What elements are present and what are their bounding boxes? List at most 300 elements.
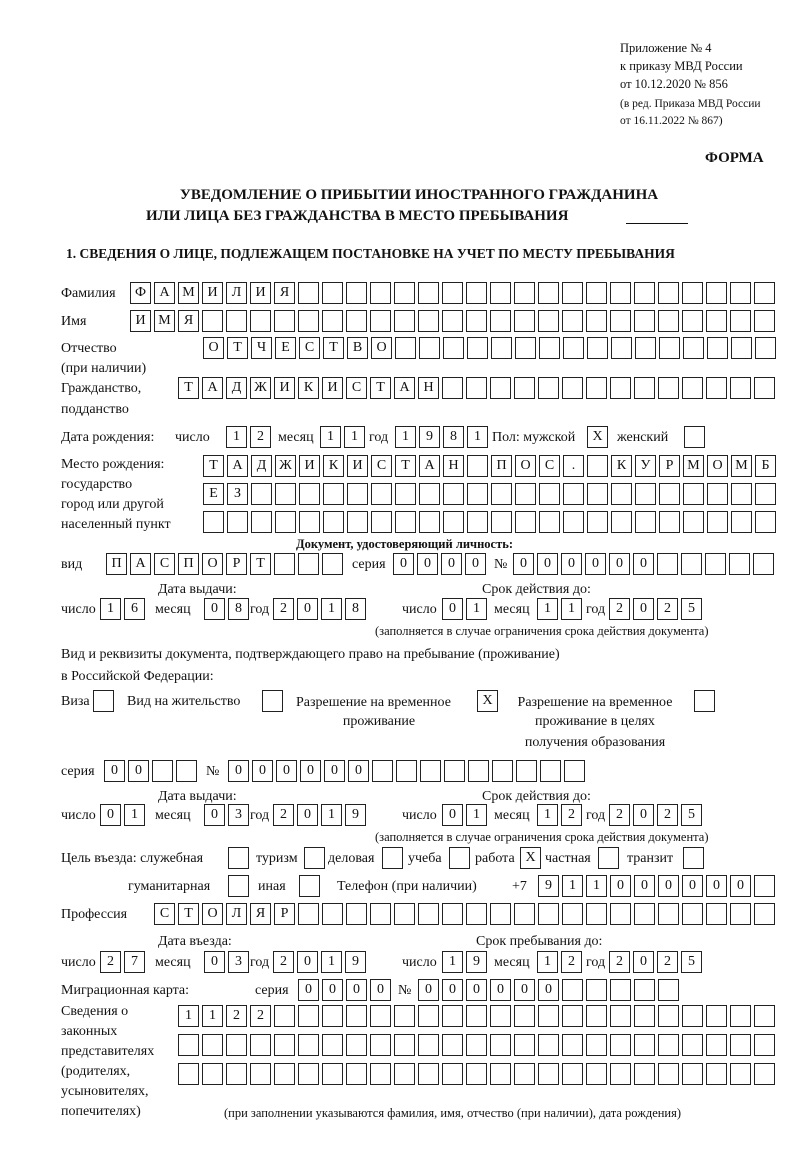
purpose-other-checkbox[interactable] — [299, 875, 323, 897]
char-cell[interactable] — [346, 1005, 367, 1027]
char-cell[interactable]: 9 — [419, 426, 440, 448]
char-cell[interactable]: С — [346, 377, 367, 399]
char-cell[interactable]: 0 — [370, 979, 391, 1001]
char-cell[interactable]: 1 — [395, 426, 416, 448]
char-cell[interactable] — [228, 847, 249, 869]
char-cell[interactable]: 1 — [321, 804, 342, 826]
char-cell[interactable]: 0 — [442, 598, 463, 620]
char-cell[interactable]: 8 — [345, 598, 366, 620]
char-cell[interactable] — [419, 483, 440, 505]
char-cell[interactable]: 0 — [300, 760, 321, 782]
char-cell[interactable]: 0 — [465, 553, 486, 575]
char-cell[interactable] — [682, 282, 703, 304]
char-cell[interactable]: 0 — [537, 553, 558, 575]
char-cell[interactable]: О — [515, 455, 536, 477]
char-cell[interactable] — [538, 377, 559, 399]
char-cell[interactable] — [370, 903, 391, 925]
char-cell[interactable]: А — [154, 282, 175, 304]
char-cell[interactable] — [371, 483, 392, 505]
char-cell[interactable]: И — [274, 377, 295, 399]
char-cell[interactable] — [322, 1034, 343, 1056]
char-cell[interactable] — [563, 511, 584, 533]
visa-checkbox[interactable] — [93, 690, 117, 712]
char-cell[interactable] — [658, 979, 679, 1001]
char-cell[interactable]: 1 — [344, 426, 365, 448]
char-cell[interactable] — [394, 1005, 415, 1027]
char-cell[interactable]: С — [539, 455, 560, 477]
char-cell[interactable] — [634, 979, 655, 1001]
char-cell[interactable]: 0 — [100, 804, 121, 826]
char-cell[interactable] — [598, 847, 619, 869]
representatives-field-row-2[interactable] — [178, 1034, 778, 1056]
char-cell[interactable] — [420, 760, 441, 782]
char-cell[interactable]: 1 — [537, 951, 558, 973]
char-cell[interactable]: 3 — [228, 804, 249, 826]
char-cell[interactable] — [753, 553, 774, 575]
char-cell[interactable] — [682, 310, 703, 332]
char-cell[interactable] — [202, 310, 223, 332]
char-cell[interactable] — [706, 282, 727, 304]
char-cell[interactable] — [444, 760, 465, 782]
char-cell[interactable]: 2 — [561, 804, 582, 826]
char-cell[interactable] — [442, 377, 463, 399]
char-cell[interactable] — [658, 310, 679, 332]
char-cell[interactable]: 1 — [124, 804, 145, 826]
char-cell[interactable] — [299, 875, 320, 897]
char-cell[interactable] — [227, 511, 248, 533]
char-cell[interactable]: 1 — [321, 598, 342, 620]
char-cell[interactable] — [178, 1034, 199, 1056]
char-cell[interactable]: С — [154, 903, 175, 925]
char-cell[interactable]: С — [299, 337, 320, 359]
char-cell[interactable] — [586, 377, 607, 399]
char-cell[interactable] — [370, 1034, 391, 1056]
char-cell[interactable] — [706, 903, 727, 925]
char-cell[interactable] — [514, 1063, 535, 1085]
char-cell[interactable] — [694, 690, 715, 712]
char-cell[interactable] — [467, 337, 488, 359]
char-cell[interactable]: 1 — [537, 598, 558, 620]
char-cell[interactable]: Т — [178, 377, 199, 399]
char-cell[interactable] — [682, 377, 703, 399]
birthplace-field-row-1[interactable] — [203, 455, 779, 477]
char-cell[interactable] — [492, 760, 513, 782]
char-cell[interactable]: Я — [178, 310, 199, 332]
char-cell[interactable] — [754, 310, 775, 332]
char-cell[interactable] — [443, 337, 464, 359]
char-cell[interactable] — [754, 1063, 775, 1085]
char-cell[interactable] — [706, 310, 727, 332]
entry-day-field[interactable] — [100, 951, 148, 973]
char-cell[interactable] — [491, 483, 512, 505]
char-cell[interactable]: Л — [226, 282, 247, 304]
char-cell[interactable] — [730, 1005, 751, 1027]
char-cell[interactable] — [610, 310, 631, 332]
char-cell[interactable]: 0 — [204, 598, 225, 620]
char-cell[interactable]: 7 — [124, 951, 145, 973]
purpose-tourism-checkbox[interactable] — [304, 847, 328, 869]
char-cell[interactable] — [449, 847, 470, 869]
char-cell[interactable] — [754, 282, 775, 304]
char-cell[interactable] — [515, 337, 536, 359]
char-cell[interactable]: Ч — [251, 337, 272, 359]
stay-month-field[interactable] — [537, 951, 585, 973]
char-cell[interactable]: А — [394, 377, 415, 399]
res-valid-day-field[interactable] — [442, 804, 490, 826]
char-cell[interactable] — [657, 553, 678, 575]
char-cell[interactable] — [274, 1005, 295, 1027]
char-cell[interactable] — [539, 483, 560, 505]
char-cell[interactable] — [587, 337, 608, 359]
char-cell[interactable] — [322, 1063, 343, 1085]
char-cell[interactable]: 0 — [297, 951, 318, 973]
char-cell[interactable]: 0 — [706, 875, 727, 897]
residence-number-field[interactable] — [228, 760, 588, 782]
char-cell[interactable]: Я — [274, 282, 295, 304]
char-cell[interactable]: 1 — [537, 804, 558, 826]
char-cell[interactable] — [634, 282, 655, 304]
char-cell[interactable] — [370, 1005, 391, 1027]
char-cell[interactable]: П — [178, 553, 199, 575]
char-cell[interactable] — [298, 282, 319, 304]
char-cell[interactable]: 0 — [730, 875, 751, 897]
char-cell[interactable] — [754, 875, 775, 897]
char-cell[interactable]: И — [130, 310, 151, 332]
char-cell[interactable] — [706, 1063, 727, 1085]
char-cell[interactable]: 0 — [633, 804, 654, 826]
char-cell[interactable] — [322, 553, 343, 575]
char-cell[interactable]: 0 — [513, 553, 534, 575]
char-cell[interactable]: 0 — [585, 553, 606, 575]
char-cell[interactable] — [299, 511, 320, 533]
char-cell[interactable] — [467, 483, 488, 505]
char-cell[interactable]: 2 — [657, 598, 678, 620]
char-cell[interactable] — [322, 310, 343, 332]
char-cell[interactable]: 1 — [320, 426, 341, 448]
char-cell[interactable]: У — [635, 455, 656, 477]
char-cell[interactable] — [683, 847, 704, 869]
char-cell[interactable]: . — [563, 455, 584, 477]
char-cell[interactable]: К — [323, 455, 344, 477]
char-cell[interactable]: Л — [226, 903, 247, 925]
char-cell[interactable] — [586, 1005, 607, 1027]
id-issue-day-field[interactable] — [100, 598, 148, 620]
char-cell[interactable]: Т — [395, 455, 416, 477]
char-cell[interactable] — [587, 483, 608, 505]
char-cell[interactable] — [586, 282, 607, 304]
char-cell[interactable] — [586, 1034, 607, 1056]
char-cell[interactable] — [491, 511, 512, 533]
purpose-transit-checkbox[interactable] — [683, 847, 707, 869]
char-cell[interactable]: Т — [250, 553, 271, 575]
char-cell[interactable] — [418, 1063, 439, 1085]
char-cell[interactable] — [682, 1063, 703, 1085]
char-cell[interactable] — [394, 282, 415, 304]
char-cell[interactable] — [202, 1034, 223, 1056]
char-cell[interactable] — [443, 511, 464, 533]
char-cell[interactable] — [659, 483, 680, 505]
char-cell[interactable] — [683, 511, 704, 533]
migration-series-field[interactable] — [298, 979, 394, 1001]
char-cell[interactable]: 0 — [322, 979, 343, 1001]
char-cell[interactable]: 0 — [297, 804, 318, 826]
char-cell[interactable] — [418, 282, 439, 304]
char-cell[interactable] — [514, 377, 535, 399]
char-cell[interactable] — [371, 511, 392, 533]
char-cell[interactable] — [274, 1034, 295, 1056]
char-cell[interactable]: 2 — [609, 804, 630, 826]
char-cell[interactable] — [516, 760, 537, 782]
char-cell[interactable] — [490, 1005, 511, 1027]
char-cell[interactable] — [490, 903, 511, 925]
char-cell[interactable] — [93, 690, 114, 712]
char-cell[interactable]: Ф — [130, 282, 151, 304]
char-cell[interactable] — [586, 979, 607, 1001]
char-cell[interactable] — [610, 282, 631, 304]
stay-day-field[interactable] — [442, 951, 490, 973]
char-cell[interactable] — [226, 1063, 247, 1085]
char-cell[interactable] — [382, 847, 403, 869]
char-cell[interactable] — [442, 282, 463, 304]
char-cell[interactable] — [706, 1034, 727, 1056]
char-cell[interactable] — [682, 1005, 703, 1027]
char-cell[interactable]: Б — [755, 455, 776, 477]
char-cell[interactable]: О — [707, 455, 728, 477]
id-issue-year-field[interactable] — [273, 598, 369, 620]
char-cell[interactable] — [178, 1063, 199, 1085]
residence-permit-checkbox[interactable] — [262, 690, 286, 712]
char-cell[interactable] — [442, 1005, 463, 1027]
char-cell[interactable] — [635, 483, 656, 505]
char-cell[interactable]: 2 — [273, 804, 294, 826]
char-cell[interactable] — [707, 511, 728, 533]
char-cell[interactable] — [610, 1005, 631, 1027]
char-cell[interactable] — [538, 1034, 559, 1056]
char-cell[interactable]: Ж — [275, 455, 296, 477]
char-cell[interactable] — [370, 1063, 391, 1085]
birthplace-field-row-2[interactable] — [203, 483, 779, 505]
char-cell[interactable]: 0 — [442, 804, 463, 826]
char-cell[interactable]: 2 — [273, 951, 294, 973]
char-cell[interactable] — [540, 760, 561, 782]
entry-year-field[interactable] — [273, 951, 369, 973]
char-cell[interactable] — [684, 426, 705, 448]
char-cell[interactable] — [490, 282, 511, 304]
char-cell[interactable]: 0 — [633, 553, 654, 575]
char-cell[interactable] — [203, 511, 224, 533]
char-cell[interactable] — [586, 310, 607, 332]
char-cell[interactable] — [442, 1063, 463, 1085]
char-cell[interactable] — [658, 1005, 679, 1027]
profession-field[interactable] — [154, 903, 778, 925]
char-cell[interactable]: 5 — [681, 598, 702, 620]
char-cell[interactable] — [418, 1005, 439, 1027]
char-cell[interactable]: Н — [443, 455, 464, 477]
char-cell[interactable]: 0 — [276, 760, 297, 782]
char-cell[interactable] — [442, 1034, 463, 1056]
char-cell[interactable] — [322, 903, 343, 925]
char-cell[interactable] — [226, 310, 247, 332]
char-cell[interactable] — [346, 282, 367, 304]
purpose-study-checkbox[interactable] — [449, 847, 473, 869]
char-cell[interactable] — [176, 760, 197, 782]
char-cell[interactable] — [275, 511, 296, 533]
char-cell[interactable]: 0 — [252, 760, 273, 782]
char-cell[interactable] — [514, 282, 535, 304]
char-cell[interactable] — [466, 377, 487, 399]
char-cell[interactable] — [250, 310, 271, 332]
char-cell[interactable] — [562, 282, 583, 304]
char-cell[interactable]: 5 — [681, 804, 702, 826]
char-cell[interactable]: 0 — [538, 979, 559, 1001]
char-cell[interactable]: К — [611, 455, 632, 477]
char-cell[interactable]: 0 — [298, 979, 319, 1001]
char-cell[interactable] — [514, 310, 535, 332]
char-cell[interactable]: X — [587, 426, 608, 448]
char-cell[interactable]: О — [202, 903, 223, 925]
char-cell[interactable] — [730, 1063, 751, 1085]
char-cell[interactable] — [394, 903, 415, 925]
char-cell[interactable]: 0 — [297, 598, 318, 620]
char-cell[interactable]: Р — [659, 455, 680, 477]
char-cell[interactable]: Т — [227, 337, 248, 359]
char-cell[interactable]: 0 — [682, 875, 703, 897]
char-cell[interactable]: 2 — [609, 598, 630, 620]
char-cell[interactable] — [538, 1063, 559, 1085]
char-cell[interactable]: Я — [250, 903, 271, 925]
char-cell[interactable] — [298, 1005, 319, 1027]
birth-month-field[interactable] — [320, 426, 368, 448]
char-cell[interactable] — [250, 1034, 271, 1056]
char-cell[interactable] — [587, 511, 608, 533]
char-cell[interactable]: 0 — [441, 553, 462, 575]
char-cell[interactable] — [394, 1063, 415, 1085]
char-cell[interactable] — [395, 337, 416, 359]
patronymic-field[interactable] — [203, 337, 779, 359]
char-cell[interactable] — [634, 1034, 655, 1056]
birth-year-field[interactable] — [395, 426, 491, 448]
residence-series-field[interactable] — [104, 760, 200, 782]
char-cell[interactable]: 9 — [345, 804, 366, 826]
char-cell[interactable] — [490, 377, 511, 399]
char-cell[interactable] — [418, 903, 439, 925]
char-cell[interactable] — [395, 511, 416, 533]
char-cell[interactable]: Ж — [250, 377, 271, 399]
char-cell[interactable]: М — [683, 455, 704, 477]
char-cell[interactable]: 0 — [609, 553, 630, 575]
birth-day-field[interactable] — [226, 426, 274, 448]
char-cell[interactable] — [682, 903, 703, 925]
char-cell[interactable] — [562, 1005, 583, 1027]
surname-field[interactable] — [130, 282, 778, 304]
char-cell[interactable] — [730, 282, 751, 304]
char-cell[interactable]: 0 — [104, 760, 125, 782]
char-cell[interactable]: Т — [203, 455, 224, 477]
representatives-field-row-1[interactable] — [178, 1005, 778, 1027]
id-valid-day-field[interactable] — [442, 598, 490, 620]
char-cell[interactable]: И — [250, 282, 271, 304]
char-cell[interactable]: С — [371, 455, 392, 477]
char-cell[interactable] — [466, 282, 487, 304]
res-issue-day-field[interactable] — [100, 804, 148, 826]
char-cell[interactable] — [226, 1034, 247, 1056]
char-cell[interactable] — [228, 875, 249, 897]
char-cell[interactable]: А — [130, 553, 151, 575]
char-cell[interactable] — [562, 1034, 583, 1056]
char-cell[interactable]: 1 — [562, 875, 583, 897]
char-cell[interactable] — [491, 337, 512, 359]
char-cell[interactable]: 0 — [324, 760, 345, 782]
char-cell[interactable]: X — [477, 690, 498, 712]
char-cell[interactable]: 0 — [393, 553, 414, 575]
char-cell[interactable] — [274, 1063, 295, 1085]
char-cell[interactable]: 0 — [634, 875, 655, 897]
char-cell[interactable]: 6 — [124, 598, 145, 620]
entry-month-field[interactable] — [204, 951, 252, 973]
char-cell[interactable] — [754, 377, 775, 399]
char-cell[interactable] — [346, 903, 367, 925]
char-cell[interactable]: 1 — [321, 951, 342, 973]
char-cell[interactable]: 0 — [610, 875, 631, 897]
char-cell[interactable] — [490, 1063, 511, 1085]
char-cell[interactable]: Т — [178, 903, 199, 925]
char-cell[interactable] — [515, 511, 536, 533]
char-cell[interactable] — [706, 377, 727, 399]
char-cell[interactable]: 1 — [226, 426, 247, 448]
char-cell[interactable]: М — [154, 310, 175, 332]
char-cell[interactable] — [658, 903, 679, 925]
char-cell[interactable] — [707, 337, 728, 359]
char-cell[interactable] — [323, 483, 344, 505]
char-cell[interactable]: 2 — [657, 804, 678, 826]
char-cell[interactable] — [466, 1034, 487, 1056]
char-cell[interactable]: X — [520, 847, 541, 869]
char-cell[interactable] — [634, 1063, 655, 1085]
char-cell[interactable] — [395, 483, 416, 505]
char-cell[interactable] — [610, 1034, 631, 1056]
char-cell[interactable]: 0 — [204, 804, 225, 826]
purpose-work-checkbox[interactable] — [520, 847, 544, 869]
char-cell[interactable]: 1 — [561, 598, 582, 620]
char-cell[interactable] — [418, 310, 439, 332]
char-cell[interactable] — [443, 483, 464, 505]
char-cell[interactable] — [394, 1034, 415, 1056]
char-cell[interactable] — [419, 337, 440, 359]
char-cell[interactable] — [347, 511, 368, 533]
char-cell[interactable] — [538, 282, 559, 304]
char-cell[interactable]: 2 — [609, 951, 630, 973]
char-cell[interactable] — [754, 903, 775, 925]
char-cell[interactable] — [634, 310, 655, 332]
char-cell[interactable] — [538, 903, 559, 925]
char-cell[interactable]: 1 — [178, 1005, 199, 1027]
char-cell[interactable] — [610, 979, 631, 1001]
char-cell[interactable] — [634, 903, 655, 925]
char-cell[interactable] — [586, 903, 607, 925]
char-cell[interactable] — [729, 553, 750, 575]
char-cell[interactable]: С — [154, 553, 175, 575]
char-cell[interactable] — [468, 760, 489, 782]
char-cell[interactable]: 0 — [346, 979, 367, 1001]
char-cell[interactable] — [467, 511, 488, 533]
char-cell[interactable] — [490, 1034, 511, 1056]
char-cell[interactable] — [610, 903, 631, 925]
char-cell[interactable]: 9 — [466, 951, 487, 973]
char-cell[interactable]: 1 — [442, 951, 463, 973]
char-cell[interactable] — [262, 690, 283, 712]
temporary-residence-checkbox[interactable] — [477, 690, 501, 712]
char-cell[interactable] — [202, 1063, 223, 1085]
